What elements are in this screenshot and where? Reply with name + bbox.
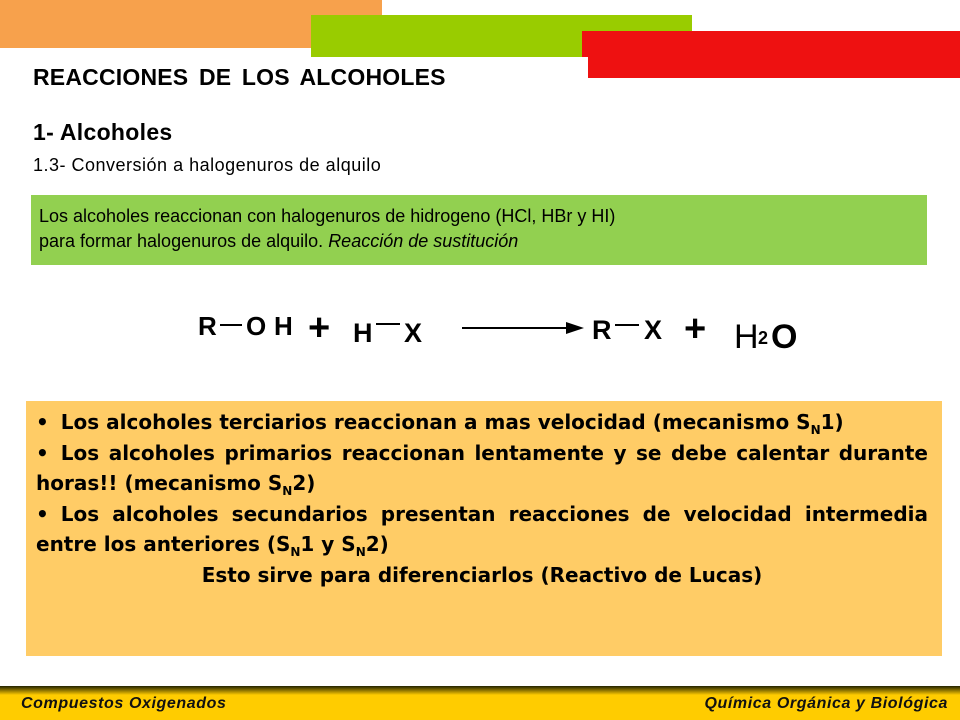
eq-water-subscript: 2: [758, 328, 769, 348]
footer-bar: [0, 686, 960, 720]
eq-o-reactant: O: [246, 311, 267, 341]
bullet-2: •: [36, 441, 49, 465]
eq-h-acid: H: [353, 318, 373, 348]
decor-red-bar: [582, 31, 960, 78]
eq-h-water: H: [734, 318, 759, 356]
eq-x-product: X: [644, 315, 663, 345]
intro-line-2: para formar halogenuros de alquilo.: [39, 231, 329, 251]
point-primary: • Los alcoholes primarios reaccionan lentamente y se debe calentar durante horas!! (mecanismo $S_N2$): [36, 441, 928, 498]
bullet-1: •: [36, 410, 49, 434]
eq-plus-2: +: [684, 308, 707, 350]
bullet-3: •: [36, 502, 49, 526]
reaction-equation: [190, 298, 830, 368]
slide-title: REACCIONES DE LOS ALCOHOLES: [33, 64, 446, 90]
eq-arrow-line: [462, 327, 568, 329]
eq-r-product: R: [592, 315, 612, 345]
footer-subject: Química Orgánica y Biológica: [704, 695, 948, 712]
eq-plus-1: +: [308, 307, 331, 349]
section-subheading: 1.3- Conversión a halogenuros de alquilo: [33, 155, 382, 175]
point-secondary: • Los alcoholes secundarios presentan reacciones de velocidad intermedia entre los anteriores ($S_N1$ y $S_N2$): [36, 502, 928, 559]
eq-bond-h-x: [376, 323, 400, 325]
eq-r-reactant: R: [198, 311, 217, 341]
conclusion-line: Esto sirve para diferenciarlos (Reactivo de Lucas): [201, 563, 763, 587]
eq-arrow-head: [566, 322, 584, 334]
footer-course-topic: Compuestos Oxigenados: [21, 695, 227, 712]
key-points-box: [26, 401, 942, 656]
eq-o-water: O: [771, 318, 798, 356]
eq-bond-r-o: [220, 324, 242, 326]
section-heading: 1- Alcoholes: [33, 119, 173, 145]
eq-h-alcohol: H: [274, 311, 293, 341]
intro-emphasis: Reacción de sustitución: [328, 231, 519, 251]
point-tertiary: • Los alcoholes terciarios reaccionan a mas velocidad (mecanismo $S_N1$): [36, 410, 844, 437]
intro-line-1: Los alcoholes reaccionan con halogenuros de hidrogeno (HCl, HBr y HI): [39, 206, 616, 226]
intro-box: [31, 195, 927, 265]
eq-bond-r-x: [615, 324, 639, 326]
eq-x-reactant: X: [404, 318, 423, 348]
